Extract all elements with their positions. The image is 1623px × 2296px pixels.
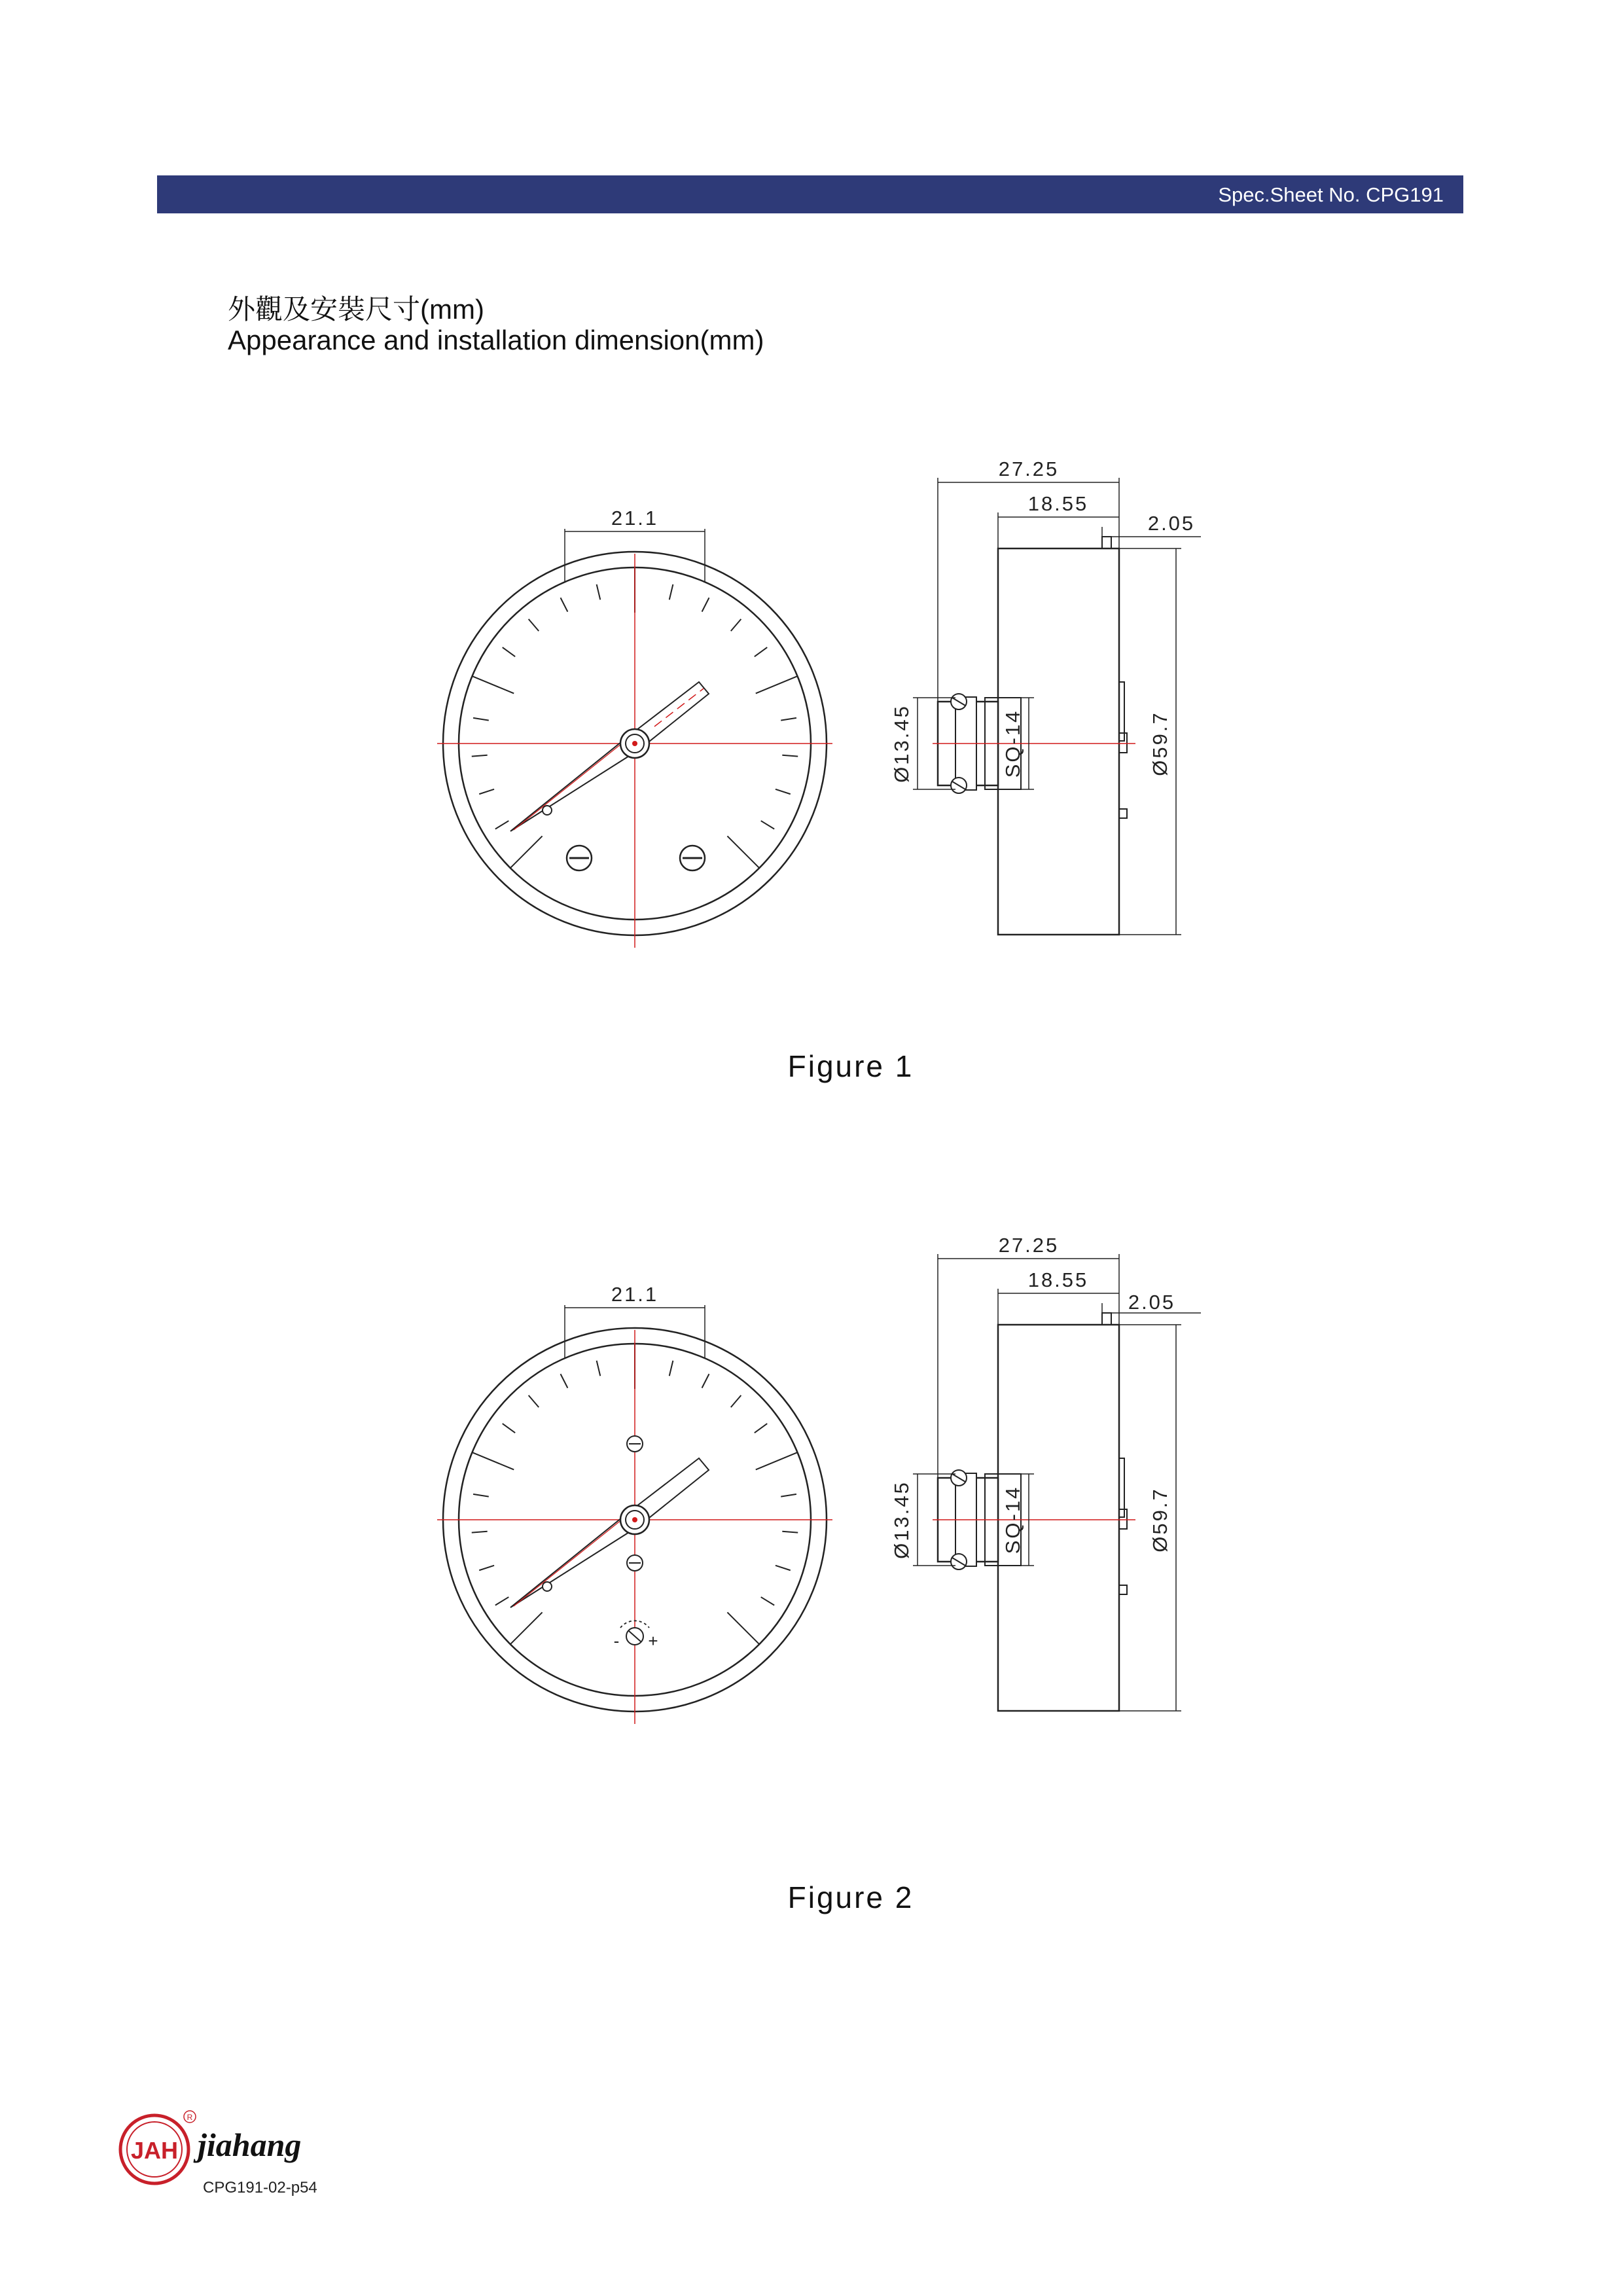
figure-1-drawing	[0, 445, 1623, 1100]
minor-tick	[561, 598, 568, 611]
rear-plug	[1102, 1313, 1111, 1325]
dim-connector-dia: Ø13.45	[890, 1480, 913, 1559]
minor-tick	[761, 1597, 774, 1605]
minor-tick	[702, 598, 709, 611]
minor-tick	[731, 1395, 741, 1407]
major-tick	[756, 676, 798, 693]
minor-tick	[495, 1597, 508, 1605]
dim-case-dia: Ø59.7	[1149, 711, 1171, 776]
section-title-chinese: 外觀及安裝尺寸(mm)	[228, 294, 484, 325]
brand-name: jiahang	[198, 2126, 302, 2163]
figure-2-drawing	[0, 1224, 1623, 1878]
minor-tick	[597, 1361, 601, 1376]
minor-tick	[669, 584, 673, 600]
minor-tick	[503, 1424, 515, 1433]
pointer-tail-axis	[514, 738, 628, 830]
back-pin	[1119, 1585, 1127, 1594]
logo-monogram: JAH	[130, 2137, 179, 2164]
minor-tick	[479, 789, 494, 794]
section-title-english: Appearance and installation dimension(mm)	[228, 325, 764, 355]
dim-total-depth: 27.25	[998, 1234, 1060, 1257]
minor-tick	[495, 821, 508, 829]
minor-tick	[755, 647, 767, 656]
zero-stop-pin	[543, 806, 552, 815]
minor-tick	[781, 718, 796, 721]
minor-tick	[473, 1494, 489, 1497]
header-bar	[157, 175, 1463, 213]
major-tick	[756, 1452, 798, 1469]
major-tick	[510, 1612, 543, 1644]
document-code: CPG191-02-p54	[203, 2179, 317, 2197]
minor-tick	[755, 1424, 767, 1433]
minor-tick	[561, 1374, 568, 1388]
minor-tick	[529, 619, 539, 631]
figure-1-caption: Figure 1	[787, 1049, 914, 1083]
dim-dial-spacing: 21.1	[611, 1283, 659, 1306]
back-boss	[1119, 1509, 1127, 1529]
back-pin	[1119, 809, 1127, 818]
back-boss	[1119, 733, 1127, 753]
minor-tick	[472, 755, 488, 757]
side-view	[890, 1234, 1201, 1711]
minor-tick	[781, 1494, 796, 1497]
zero-adjust-minus: -	[613, 1631, 620, 1651]
minor-tick	[473, 718, 489, 721]
pointer-center-dot	[632, 1517, 637, 1522]
pointer-tail-axis	[514, 1515, 628, 1606]
minor-tick	[503, 647, 515, 656]
dim-bezel: 2.05	[1147, 512, 1196, 535]
minor-tick	[479, 1566, 494, 1570]
spec-sheet-number: Spec.Sheet No. CPG191	[1218, 183, 1444, 206]
major-tick	[510, 836, 543, 868]
side-view	[890, 457, 1201, 935]
minor-tick	[776, 789, 791, 794]
minor-tick	[597, 584, 601, 600]
rear-plug	[1102, 537, 1111, 548]
zero-adjust-plus: +	[648, 1631, 658, 1651]
pointer-axis	[654, 689, 704, 726]
major-tick	[727, 1612, 759, 1644]
front-view	[437, 507, 832, 948]
minor-tick	[669, 1361, 673, 1376]
dim-connector-dia: Ø13.45	[890, 704, 913, 783]
zero-stop-pin	[543, 1582, 552, 1591]
dim-total-depth: 27.25	[998, 457, 1060, 480]
minor-tick	[782, 755, 798, 757]
minor-tick	[776, 1566, 791, 1570]
front-view	[437, 1283, 832, 1724]
dim-dial-spacing: 21.1	[611, 507, 659, 529]
minor-tick	[782, 1532, 798, 1533]
minor-tick	[731, 619, 741, 631]
major-tick	[727, 836, 759, 868]
minor-tick	[472, 1532, 488, 1533]
minor-tick	[702, 1374, 709, 1388]
minor-tick	[761, 821, 774, 829]
major-tick	[472, 676, 514, 693]
dim-case-depth: 18.55	[1027, 492, 1089, 515]
pointer-center-dot	[632, 741, 637, 746]
figure-2-caption: Figure 2	[787, 1880, 914, 1914]
dim-wrench-flat: SQ-14	[1001, 1485, 1024, 1554]
dim-bezel: 2.05	[1128, 1291, 1176, 1314]
minor-tick	[529, 1395, 539, 1407]
dim-case-dia: Ø59.7	[1149, 1487, 1171, 1552]
major-tick	[472, 1452, 514, 1469]
registered-mark-letter: R	[187, 2113, 193, 2122]
dim-wrench-flat: SQ-14	[1001, 709, 1024, 778]
dim-case-depth: 18.55	[1027, 1268, 1089, 1291]
